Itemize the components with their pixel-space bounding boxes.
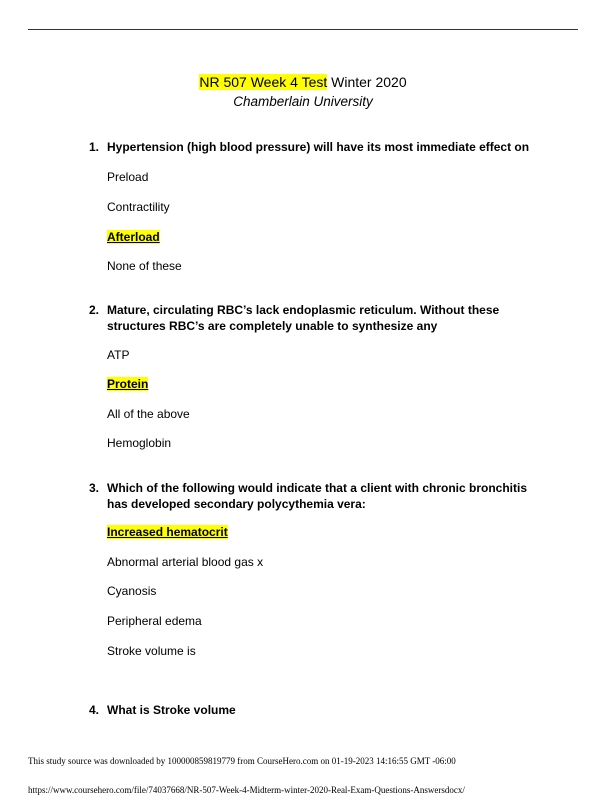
question-3 (90, 480, 550, 512)
question-2 (90, 302, 550, 334)
answer-option: ATP (107, 348, 130, 362)
answer-option: Cyanosis (107, 584, 157, 598)
question-text: Which of the following would indicate that a client with chronic bronchitis has developed secondary polycythemia vera: (107, 481, 527, 511)
answer-option: None of these (107, 259, 182, 273)
question-text: Hypertension (high blood pressure) will have its most immediate effect on (107, 140, 530, 154)
answer-option-correct: Increased hematocrit (107, 525, 228, 539)
answer-option: All of the above (107, 407, 190, 421)
question-number: 1. (89, 140, 100, 154)
question-1 (90, 139, 550, 155)
document-header (0, 73, 606, 111)
question-number: 2. (89, 303, 100, 317)
answer-option: Contractility (107, 200, 170, 214)
title-highlight: NR 507 Week 4 Test (199, 74, 328, 90)
document-title (0, 73, 606, 91)
question-text: What is Stroke volume (107, 703, 236, 717)
answer-option-correct: Protein (107, 377, 149, 391)
answer-option: Peripheral edema (107, 614, 202, 628)
download-notice: This study source was downloaded by 100000859819779 from CourseHero.com on 01-19-2023 14:16:55 GMT -06:00 (28, 756, 456, 766)
top-divider (28, 29, 578, 30)
document-subtitle: Chamberlain University (233, 94, 373, 109)
answer-option: Stroke volume is (107, 644, 196, 658)
source-url: https://www.coursehero.com/file/74037668/NR-507-Week-4-Midterm-winter-2020-Real-Exam-Questions-Answersdocx/ (28, 785, 465, 795)
answer-option: Abnormal arterial blood gas x (107, 555, 264, 569)
question-number: 3. (89, 481, 100, 495)
answer-option-correct: Afterload (107, 230, 160, 244)
title-rest: Winter 2020 (327, 74, 407, 90)
question-number: 4. (89, 703, 100, 717)
answer-option: Preload (107, 170, 149, 184)
answer-option: Hemoglobin (107, 436, 172, 450)
question-text: Mature, circulating RBC’s lack endoplasmic reticulum. Without these structures RBC’s are completely unable to synthesize any (107, 303, 500, 333)
question-4 (90, 702, 550, 718)
